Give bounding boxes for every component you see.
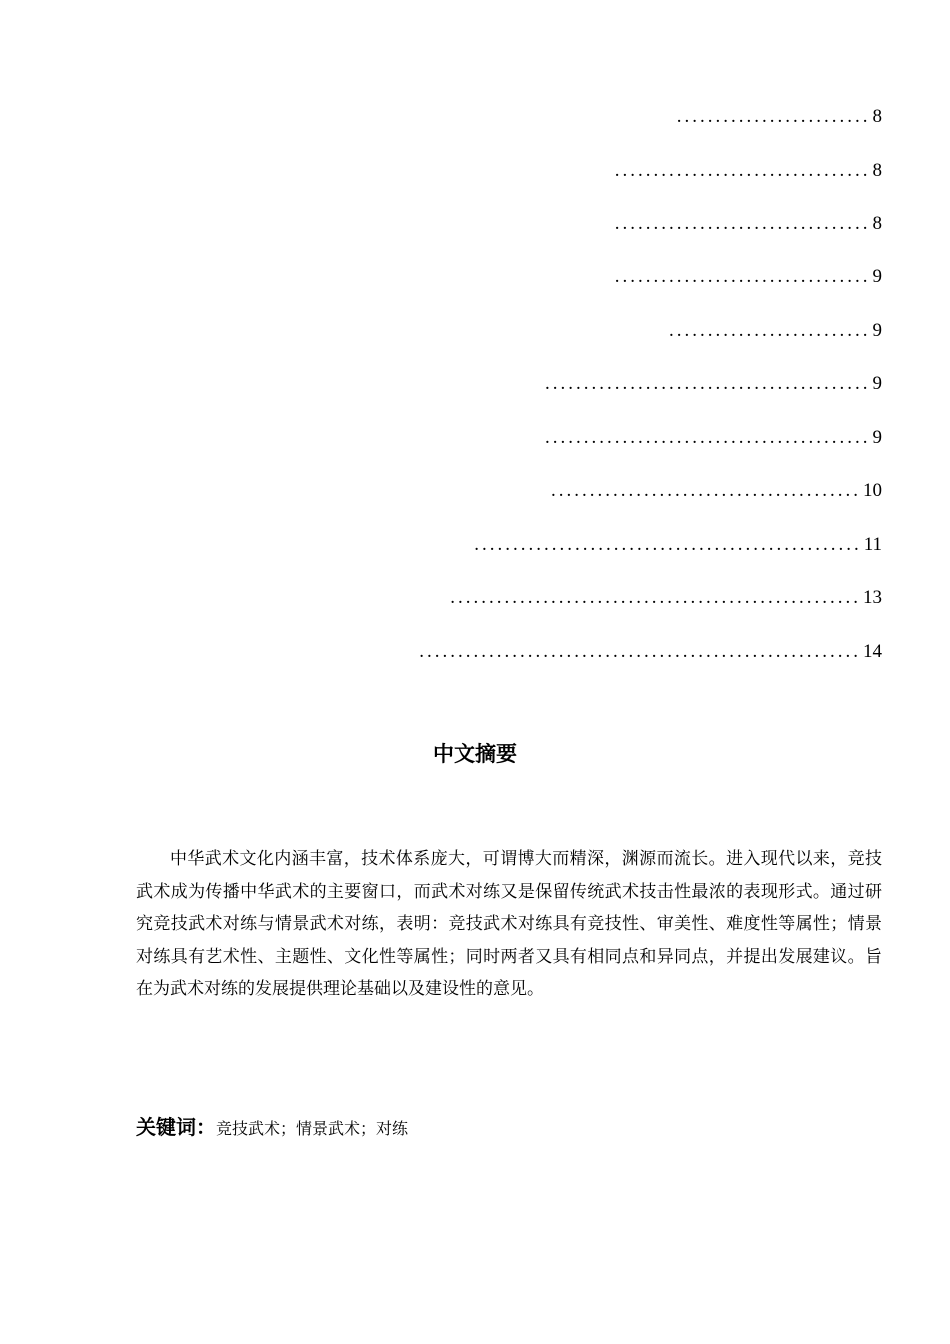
toc-page-number: 8 [872, 160, 882, 181]
toc-leader-dots: ................................. [614, 266, 871, 287]
toc-entry[interactable] [474, 533, 882, 557]
toc-entry[interactable] [669, 319, 882, 343]
toc-leader-dots: ........................................ [551, 480, 861, 501]
keywords-label: 关键词： [136, 1115, 216, 1139]
keywords-value: 竞技武术；情景武术；对练 [216, 1119, 409, 1138]
toc-leader-dots: .......................................... [545, 373, 871, 394]
toc-leader-dots: .................................................. [474, 534, 862, 555]
abstract-title: 中文摘要 [433, 742, 517, 766]
keywords-line [136, 1111, 408, 1140]
toc-entry[interactable] [551, 479, 882, 503]
toc-page-number: 9 [872, 427, 882, 448]
toc-page-number: 8 [872, 213, 882, 234]
toc-page-number: 9 [872, 266, 882, 287]
toc-entry[interactable] [545, 426, 882, 450]
toc-leader-dots: .......................... [669, 320, 871, 341]
toc-entry[interactable] [419, 640, 882, 664]
toc-entry[interactable] [545, 372, 882, 396]
toc-page-number: 13 [863, 587, 882, 608]
toc-page-number: 10 [863, 480, 882, 501]
toc-entry[interactable] [677, 105, 882, 129]
toc-leader-dots: ......................................................... [419, 641, 861, 662]
toc-entry[interactable] [615, 212, 882, 236]
toc-page-number: 9 [872, 373, 882, 394]
toc-page-number: 8 [872, 106, 882, 127]
toc-page-number: 14 [863, 641, 882, 662]
toc-entry[interactable] [450, 586, 882, 610]
toc-leader-dots: .......................................... [545, 427, 871, 448]
abstract-body: 中华武术文化内涵丰富，技术体系庞大，可谓博大而精深，渊源而流长。进入现代以来，竞技武术成为传播中华武术的主要窗口，而武术对练又是保留传统武术技击性最浓的表现形式。通过研究竞技武术对练与情景武术对练，表明：竞技武术对练具有竞技性、审美性、难度性等属性；情景对练具有艺术性、主题性、文化性等属性；同时两者又具有相同点和异同点，并提出发展建议。旨在为武术对练的发展提供理论基础以及建设性的意见。 [136, 849, 882, 999]
toc-leader-dots: ..................................................... [450, 587, 861, 608]
toc-leader-dots: ................................. [614, 213, 871, 234]
toc-entry[interactable] [615, 159, 882, 183]
toc-page-number: 9 [872, 320, 882, 341]
toc-leader-dots: ......................... [676, 106, 871, 127]
toc-leader-dots: ................................. [614, 160, 871, 181]
toc-page-number: 11 [863, 534, 882, 555]
toc-entry[interactable] [615, 265, 882, 289]
